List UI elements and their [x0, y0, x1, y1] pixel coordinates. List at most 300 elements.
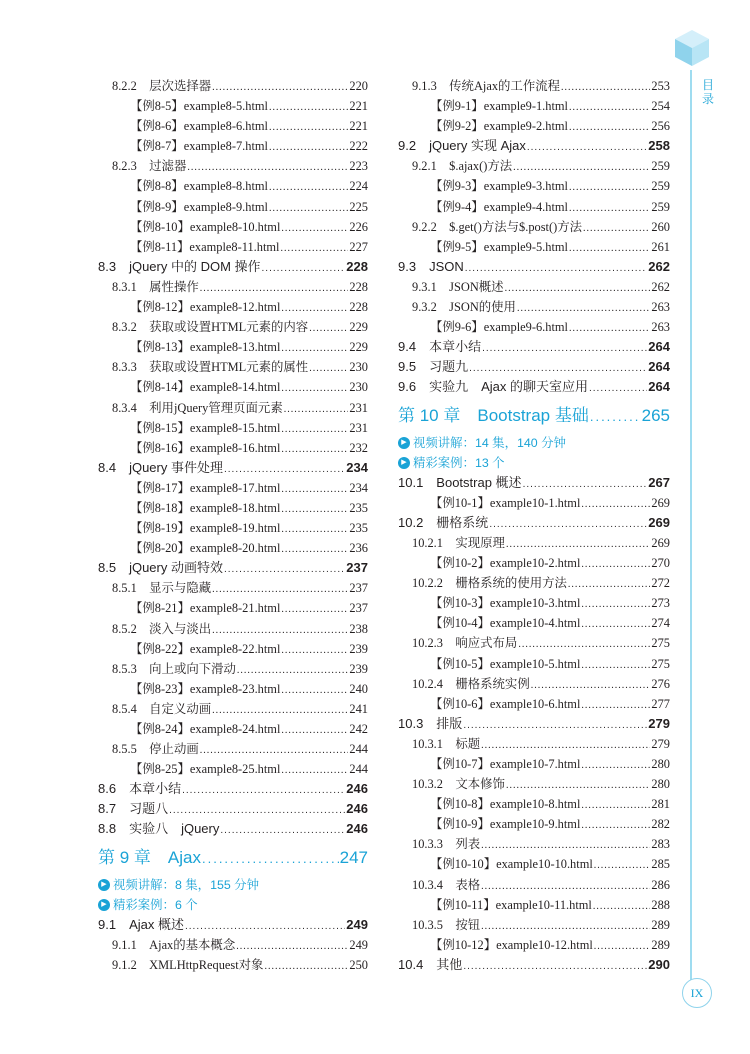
toc-entry-title: 【例8-20】example8-20.html: [130, 541, 281, 556]
toc-entry-title: 【例8-19】example8-19.html: [130, 521, 281, 536]
toc-page-number: 229: [349, 320, 368, 335]
toc-example-entry[interactable]: [98, 297, 368, 317]
toc-example-entry[interactable]: [98, 217, 368, 237]
toc-example-entry[interactable]: [98, 679, 368, 699]
toc-entry-title: 10.2.1 实现原理: [412, 535, 505, 550]
toc-entry-title: 【例8-13】example8-13.html: [130, 340, 281, 355]
toc-page-number: 238: [349, 621, 368, 636]
dot-leader: [284, 400, 349, 420]
toc-example-entry[interactable]: [398, 814, 670, 834]
dot-leader: [583, 219, 650, 239]
toc-page-number: 256: [651, 119, 670, 134]
dot-leader: [220, 821, 345, 841]
dot-leader: [269, 138, 348, 158]
dot-leader: [200, 279, 349, 299]
toc-entry-title: 8.5.2 淡入与淡出: [112, 621, 212, 636]
toc-page-number: 237: [349, 581, 368, 596]
toc-entry-title: 【例10-10】example10-10.html: [430, 857, 593, 872]
toc-page-number: 221: [349, 119, 368, 134]
toc-subsection-entry[interactable]: [98, 156, 368, 176]
toc-subsection-entry[interactable]: [398, 297, 670, 317]
toc-entry-title: 8.3.2 获取或设置HTML元素的内容: [112, 320, 309, 335]
toc-chapter-entry[interactable]: [98, 843, 368, 873]
dot-leader: [482, 339, 647, 359]
toc-entry-title: 8.3 jQuery 中的 DOM 操作: [98, 258, 261, 274]
dot-leader: [465, 259, 648, 279]
toc-meta-line: [398, 453, 670, 473]
toc-entry-title: 【例10-1】example10-1.html: [430, 495, 581, 510]
toc-section-entry[interactable]: [398, 337, 670, 357]
toc-example-entry[interactable]: [398, 317, 670, 337]
toc-entry-title: 8.3.3 获取或设置HTML元素的属性: [112, 360, 309, 375]
toc-subsection-entry[interactable]: [398, 217, 670, 237]
toc-page-number: 263: [651, 320, 670, 335]
dot-leader: [280, 239, 348, 259]
toc-subsection-entry[interactable]: [398, 875, 670, 895]
toc-entry-title: 【例10-4】example10-4.html: [430, 616, 581, 631]
dot-leader: [200, 741, 349, 761]
dot-leader: [236, 937, 348, 957]
toc-entry-title: 【例8-21】example8-21.html: [130, 601, 281, 616]
toc-subsection-entry[interactable]: [98, 398, 368, 418]
cube-icon: [672, 28, 712, 68]
toc-example-entry[interactable]: [398, 493, 670, 513]
toc-entry-title: 9.3.2 JSON的使用: [412, 300, 516, 315]
toc-page-number: 231: [349, 420, 368, 435]
dot-leader: [224, 460, 345, 480]
toc-subsection-entry[interactable]: [398, 834, 670, 854]
toc-subsection-entry[interactable]: [98, 739, 368, 759]
toc-meta-line: [98, 875, 368, 895]
toc-page-number: 259: [651, 179, 670, 194]
toc-example-entry[interactable]: [398, 593, 670, 613]
toc-page-number: 270: [651, 556, 670, 571]
toc-entry-title: 【例9-1】example9-1.html: [430, 99, 568, 114]
dot-leader: [281, 480, 348, 500]
toc-page-number: 241: [349, 701, 368, 716]
toc-entry-title: 9.6 实验九 Ajax 的聊天室应用: [398, 379, 588, 395]
dot-leader: [569, 178, 650, 198]
toc-page-number: 290: [648, 956, 670, 972]
dot-leader: [590, 402, 641, 432]
dot-leader: [262, 259, 346, 279]
toc-example-entry[interactable]: [398, 935, 670, 955]
dot-leader: [224, 560, 345, 580]
toc-section-entry[interactable]: [398, 473, 670, 493]
toc-page-number: 280: [651, 757, 670, 771]
toc-meta-text: 精彩案例：6 个: [113, 897, 198, 912]
toc-page-number: 254: [651, 99, 670, 114]
toc-page-number: 265: [641, 405, 670, 425]
video-play-icon: ▶: [98, 879, 110, 891]
toc-subsection-entry[interactable]: [398, 633, 670, 653]
toc-page-number: 259: [651, 159, 670, 174]
toc-entry-title: 【例10-8】example10-8.html: [430, 797, 581, 812]
toc-subsection-entry[interactable]: [98, 357, 368, 377]
dot-leader: [569, 319, 650, 339]
toc-subsection-entry[interactable]: [98, 935, 368, 955]
dot-leader: [581, 816, 650, 836]
toc-entry-title: 9.1.1 Ajax的基本概念: [112, 937, 236, 952]
toc-section-entry[interactable]: [98, 915, 368, 935]
dot-leader: [523, 475, 648, 495]
dot-leader: [505, 279, 651, 299]
toc-page-number: 269: [651, 495, 670, 510]
toc-page-number: 272: [651, 576, 670, 591]
toc-section-entry[interactable]: [98, 779, 368, 799]
toc-example-entry[interactable]: [98, 598, 368, 618]
toc-example-entry[interactable]: [98, 498, 368, 518]
toc-entry-title: 8.5.3 向上或向下滑动: [112, 661, 236, 676]
dot-leader: [169, 801, 345, 821]
dot-leader: [518, 635, 650, 655]
toc-page-number: 226: [349, 219, 368, 234]
toc-subsection-entry[interactable]: [98, 317, 368, 337]
toc-entry-title: 8.2.3 过滤器: [112, 159, 187, 174]
toc-section-entry[interactable]: [98, 819, 368, 839]
toc-page-number: 222: [349, 139, 368, 154]
toc-page-number: 235: [349, 521, 368, 536]
toc-entry-title: 8.2.2 层次选择器: [112, 79, 212, 93]
toc-subsection-entry[interactable]: [398, 915, 670, 935]
dot-leader: [581, 756, 650, 776]
dot-leader: [281, 299, 348, 319]
toc-meta-text: 视频讲解：14 集，140 分钟: [413, 435, 566, 450]
toc-section-entry[interactable]: [98, 458, 368, 478]
toc-page-number: 273: [651, 596, 670, 611]
toc-subsection-entry[interactable]: [98, 619, 368, 639]
toc-example-entry[interactable]: [98, 438, 368, 458]
dot-leader: [469, 359, 647, 379]
toc-example-entry[interactable]: [98, 478, 368, 498]
dot-leader: [581, 656, 650, 676]
dot-leader: [561, 78, 650, 98]
toc-page-number: 236: [349, 541, 368, 556]
toc-subsection-entry[interactable]: [398, 533, 670, 553]
dot-leader: [581, 615, 650, 635]
toc-page-number: 276: [651, 676, 670, 691]
toc-section-entry[interactable]: [398, 513, 670, 533]
toc-entry-title: 8.3.1 属性操作: [112, 279, 199, 294]
toc-entry-title: 【例10-2】example10-2.html: [430, 556, 581, 571]
toc-entry-title: 【例9-5】example9-5.html: [430, 239, 568, 254]
dot-leader: [589, 379, 647, 399]
dot-leader: [309, 319, 348, 339]
toc-subsection-entry[interactable]: [398, 734, 670, 754]
toc-page-number: 220: [349, 79, 368, 93]
toc-page-number: 286: [651, 877, 670, 892]
toc-page-number: 224: [349, 179, 368, 194]
side-divider-line: [690, 70, 692, 980]
dot-leader: [569, 98, 650, 118]
side-tab: [704, 0, 750, 1054]
toc-entry-title: 10.1 Bootstrap 概述: [398, 474, 522, 490]
dot-leader: [581, 595, 650, 615]
dot-leader: [264, 957, 348, 977]
toc-page-number: 227: [349, 239, 368, 254]
toc-example-entry[interactable]: [98, 96, 368, 116]
toc-page-number: 269: [648, 514, 670, 530]
toc-entry-title: 8.5.1 显示与隐藏: [112, 581, 212, 596]
toc-page-number: 275: [651, 636, 670, 651]
toc-entry-title: 【例9-4】example9-4.html: [430, 199, 568, 214]
dot-leader: [212, 78, 348, 98]
toc-example-entry[interactable]: [98, 377, 368, 397]
toc-entry-title: 【例8-12】example8-12.html: [130, 300, 281, 315]
toc-example-entry[interactable]: [98, 639, 368, 659]
toc-subsection-entry[interactable]: [398, 156, 670, 176]
dot-leader: [506, 535, 650, 555]
toc-page-number: 259: [651, 199, 670, 214]
toc-entry-title: 10.2.4 栅格系统实例: [412, 676, 530, 691]
toc-example-entry[interactable]: [398, 553, 670, 573]
dot-leader: [281, 440, 348, 460]
video-play-icon: ▶: [398, 437, 410, 449]
dot-leader: [463, 957, 647, 977]
toc-page-number: 229: [349, 340, 368, 355]
toc-example-entry[interactable]: [398, 654, 670, 674]
toc-entry-title: 【例10-9】example10-9.html: [430, 817, 581, 832]
toc-page-number: 240: [349, 681, 368, 696]
toc-subsection-entry[interactable]: [398, 277, 670, 297]
dot-leader: [269, 98, 348, 118]
toc-page-number: 269: [651, 535, 670, 550]
dot-leader: [281, 761, 348, 781]
toc-page-number: 228: [349, 300, 368, 315]
toc-page-number: 274: [651, 616, 670, 631]
toc-example-entry[interactable]: [98, 719, 368, 739]
toc-subsection-entry[interactable]: [98, 277, 368, 297]
toc-example-entry[interactable]: [398, 613, 670, 633]
toc-left-column: [98, 76, 368, 975]
toc-entry-title: 9.2.1 $.ajax()方法: [412, 159, 513, 174]
toc-example-entry[interactable]: [398, 197, 670, 217]
toc-entry-title: 9.3 JSON: [398, 258, 464, 274]
toc-page-number: 288: [651, 897, 670, 912]
toc-entry-title: 9.3.1 JSON概述: [412, 279, 504, 294]
toc-example-entry[interactable]: [398, 176, 670, 196]
toc-subsection-entry[interactable]: [398, 674, 670, 694]
toc-example-entry[interactable]: [98, 197, 368, 217]
toc-section-entry[interactable]: [98, 257, 368, 277]
toc-section-entry[interactable]: [398, 257, 670, 277]
dot-leader: [569, 118, 650, 138]
toc-page-number: 275: [651, 656, 670, 671]
toc-entry-title: 8.6 本章小结: [98, 781, 182, 797]
toc-example-entry[interactable]: [98, 136, 368, 156]
toc-page-number: 234: [346, 459, 368, 475]
toc-page-number: 279: [651, 736, 670, 751]
video-play-icon: ▶: [398, 457, 410, 469]
toc-entry-title: 【例10-5】example10-5.html: [430, 656, 581, 671]
toc-page-number: 250: [349, 957, 368, 972]
toc-entry-title: 【例8-8】example8-8.html: [130, 179, 268, 194]
toc-subsection-entry[interactable]: [98, 659, 368, 679]
toc-page-number: 223: [349, 159, 368, 174]
dot-leader: [481, 877, 650, 897]
toc-example-entry[interactable]: [398, 895, 670, 915]
toc-example-entry[interactable]: [98, 116, 368, 136]
toc-entry-title: 10.3 排版: [398, 715, 463, 731]
toc-entry-title: 【例8-7】example8-7.html: [130, 139, 268, 154]
toc-subsection-entry[interactable]: [98, 76, 368, 96]
toc-entry-title: 【例8-10】example8-10.html: [130, 219, 281, 234]
toc-meta-line: [398, 433, 670, 453]
dot-leader: [513, 158, 650, 178]
dot-leader: [309, 359, 348, 379]
toc-page-number: 246: [346, 781, 368, 797]
toc-entry-title: 【例9-3】example9-3.html: [430, 179, 568, 194]
toc-section-entry[interactable]: [398, 377, 670, 397]
toc-entry-title: 10.3.5 按钮: [412, 917, 481, 932]
toc-entry-title: 9.2 jQuery 实现 Ajax: [398, 138, 526, 154]
toc-page-number: 280: [651, 777, 670, 792]
toc-page-number: 264: [648, 339, 670, 355]
dot-leader: [489, 515, 647, 535]
toc-entry-title: 9.1.2 XMLHttpRequest对象: [112, 957, 264, 972]
toc-subsection-entry[interactable]: [398, 774, 670, 794]
toc-entry-title: 10.3.2 文本修饰: [412, 777, 505, 792]
dot-leader: [569, 239, 650, 259]
toc-entry-title: 【例10-12】example10-12.html: [430, 937, 593, 952]
video-play-icon: ▶: [98, 899, 110, 911]
toc-page-number: 283: [651, 837, 670, 852]
dot-leader: [281, 500, 348, 520]
dot-leader: [182, 781, 345, 801]
toc-meta-text: 精彩案例：13 个: [413, 455, 505, 470]
toc-page-number: 231: [349, 400, 368, 415]
toc-entry-title: 10.2.3 响应式布局: [412, 636, 518, 651]
dot-leader: [185, 917, 345, 937]
toc-meta-line: [98, 895, 368, 915]
toc-page-number: 235: [349, 500, 368, 515]
toc-page-number: 279: [648, 715, 670, 731]
dot-leader: [594, 937, 651, 957]
toc-subsection-entry[interactable]: [398, 76, 670, 96]
toc-entry-title: 【例8-24】example8-24.html: [130, 722, 281, 736]
toc-entry-title: 第 10 章 Bootstrap 基础: [398, 405, 589, 425]
toc-section-entry[interactable]: [398, 357, 670, 377]
toc-page-number: 258: [648, 138, 670, 154]
dot-leader: [506, 776, 650, 796]
toc-page-number: 237: [346, 560, 368, 576]
toc-subsection-entry[interactable]: [398, 573, 670, 593]
toc-page-number: 282: [651, 817, 670, 832]
dot-leader: [581, 555, 650, 575]
toc-page-number: 281: [651, 797, 670, 812]
dot-leader: [527, 138, 647, 158]
dot-leader: [269, 178, 348, 198]
toc-entry-title: 【例10-11】example10-11.html: [430, 897, 592, 912]
toc-section-entry[interactable]: [398, 955, 670, 975]
toc-entry-title: 9.1.3 传统Ajax的工作流程: [412, 79, 560, 93]
toc-page-number: 246: [346, 801, 368, 817]
toc-page-number: 262: [651, 279, 670, 294]
dot-leader: [481, 736, 650, 756]
toc-chapter-entry[interactable]: [398, 401, 670, 431]
toc-page-number: 253: [651, 79, 670, 93]
toc-page-number: 267: [648, 474, 670, 490]
dot-leader: [269, 199, 348, 219]
toc-page-number: 228: [346, 258, 368, 274]
toc-entry-title: 9.1 Ajax 概述: [98, 916, 184, 932]
toc-page-number: 237: [349, 601, 368, 616]
toc-section-entry[interactable]: [98, 558, 368, 578]
toc-example-entry[interactable]: [98, 518, 368, 538]
toc-section-entry[interactable]: [98, 799, 368, 819]
toc-page-number: 261: [651, 239, 670, 254]
dot-leader: [212, 580, 348, 600]
dot-leader: [581, 495, 650, 515]
toc-entry-title: 8.7 习题八: [98, 801, 169, 817]
toc-example-entry[interactable]: [98, 759, 368, 779]
toc-example-entry[interactable]: [398, 854, 670, 874]
toc-section-entry[interactable]: [398, 136, 670, 156]
toc-entry-title: 8.5.5 停止动画: [112, 742, 199, 757]
toc-entry-title: 第 9 章 Ajax: [98, 847, 201, 867]
dot-leader: [237, 661, 349, 681]
toc-entry-title: 10.4 其他: [398, 956, 463, 972]
toc-entry-title: 【例8-22】example8-22.html: [130, 641, 281, 656]
toc-subsection-entry[interactable]: [98, 955, 368, 975]
toc-example-entry[interactable]: [398, 754, 670, 774]
dot-leader: [517, 299, 650, 319]
toc-entry-title: 9.2.2 $.get()方法与$.post()方法: [412, 219, 583, 234]
toc-entry-title: 9.5 习题九: [398, 359, 469, 375]
toc-example-entry[interactable]: [398, 794, 670, 814]
toc-entry-title: 【例10-6】example10-6.html: [430, 696, 581, 711]
toc-subsection-entry[interactable]: [98, 699, 368, 719]
dot-leader: [569, 199, 650, 219]
toc-entry-title: 【例8-6】example8-6.html: [130, 119, 268, 134]
toc-page-number: 285: [651, 857, 670, 872]
toc-example-entry[interactable]: [98, 176, 368, 196]
dot-leader: [581, 696, 650, 716]
dot-leader: [212, 621, 348, 641]
toc-entry-title: 【例8-11】example8-11.html: [130, 239, 280, 254]
toc-example-entry[interactable]: [98, 337, 368, 357]
toc-page-number: 262: [648, 258, 670, 274]
dot-leader: [281, 339, 348, 359]
toc-entry-title: 【例8-17】example8-17.html: [130, 480, 281, 495]
toc-entry-title: 8.5.4 自定义动画: [112, 701, 212, 716]
toc-example-entry[interactable]: [98, 237, 368, 257]
toc-entry-title: 10.3.4 表格: [412, 877, 481, 892]
toc-page-number: 263: [651, 300, 670, 315]
dot-leader: [568, 575, 651, 595]
dot-leader: [581, 796, 650, 816]
toc-example-entry[interactable]: [98, 418, 368, 438]
dot-leader: [281, 681, 348, 701]
toc-example-entry[interactable]: [398, 116, 670, 136]
toc-page-number: 247: [339, 847, 368, 867]
dot-leader: [594, 856, 651, 876]
toc-entry-title: 10.2 栅格系统: [398, 514, 489, 530]
toc-section-entry[interactable]: [398, 714, 670, 734]
dot-leader: [281, 219, 348, 239]
toc-entry-title: 9.4 本章小结: [398, 339, 482, 355]
toc-example-entry[interactable]: [398, 96, 670, 116]
dot-leader: [281, 520, 348, 540]
toc-example-entry[interactable]: [98, 538, 368, 558]
toc-subsection-entry[interactable]: [98, 578, 368, 598]
toc-page-number: 225: [349, 199, 368, 214]
toc-page-number: 264: [648, 379, 670, 395]
toc-entry-title: 【例8-25】example8-25.html: [130, 762, 281, 777]
toc-example-entry[interactable]: [398, 237, 670, 257]
toc-example-entry[interactable]: [398, 694, 670, 714]
toc-entry-title: 【例8-15】example8-15.html: [130, 420, 281, 435]
